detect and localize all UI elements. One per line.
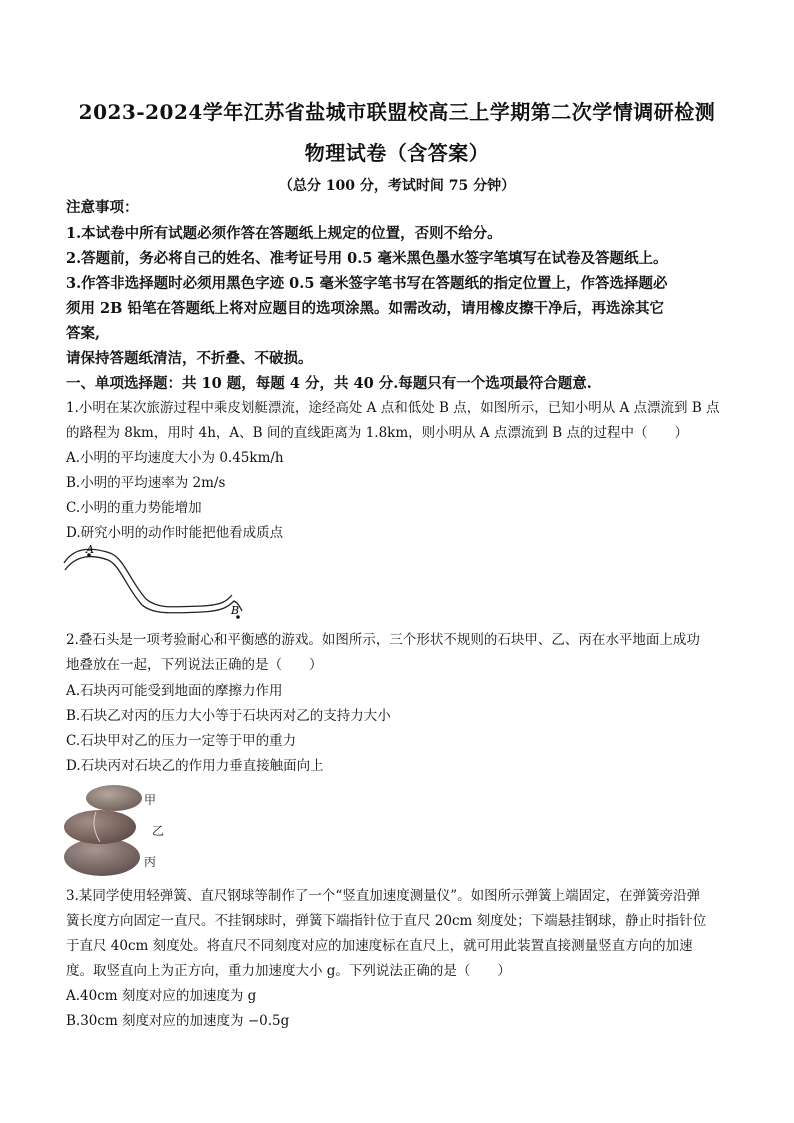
section-heading: 一、单项选择题：共 10 题，每题 4 分，共 40 分.每题只有一个选项最符合题意. (66, 375, 592, 392)
river-bank-upper (64, 549, 232, 607)
question-1-line: 1.小明在某次旅游过程中乘皮划艇漂流，途经高处 A 点和低处 B 点，如图所示，已知小明从 A 点漂流到 B 点 (66, 400, 720, 416)
question-3-option-b: B.30cm 刻度对应的加速度为 −0.5g (66, 1013, 290, 1029)
question-1-option-b: B.小明的平均速率为 2m/s (66, 475, 226, 491)
notes-heading: 注意事项： (66, 199, 139, 216)
note-item: 1.本试卷中所有试题必须作答在答题纸上规定的位置，否则不给分。 (66, 225, 502, 242)
question-2-option-a: A.石块丙可能受到地面的摩擦力作用 (66, 683, 283, 699)
question-3-line: 于直尺 40cm 刻度处。将直尺不同刻度对应的加速度标在直尺上，就可用此装置直接测量竖直方向的加速 (66, 938, 693, 954)
river-path-figure (62, 543, 252, 623)
point-b-label: B (231, 604, 240, 617)
note-item: 3.作答非选择题时必须用黑色字迹 0.5 毫米签字笔书写在答题纸的指定位置上，作答选择题必 (66, 275, 668, 292)
stone-label-yi: 乙 (152, 824, 165, 838)
note-item: 请保持答题纸清洁，不折叠、不破损。 (66, 350, 313, 367)
question-2-line: 地叠放在一起，下列说法正确的是（ ） (66, 657, 323, 673)
question-2-line: 2.叠石头是一项考验耐心和平衡感的游戏。如图所示，三个形状不规则的石块甲、乙、丙在水平地面上成功 (66, 632, 700, 648)
question-2-option-d: D.石块丙对石块乙的作用力垂直接触面向上 (66, 758, 324, 774)
question-1-option-c: C.小明的重力势能增加 (66, 500, 202, 516)
stone-top (86, 785, 142, 811)
stone-middle (64, 810, 136, 844)
stone-label-jia: 甲 (144, 793, 157, 807)
exam-info: （总分 100 分，考试时间 75 分钟） (278, 178, 516, 194)
page-title-line2: 物理试卷（含答案） (304, 141, 490, 165)
note-item: 须用 2B 铅笔在答题纸上将对应题目的选项涂黑。如需改动，请用橡皮擦干净后，再选涂其它 (66, 300, 664, 317)
question-3-option-a: A.40cm 刻度对应的加速度为 g (66, 988, 257, 1004)
question-3-line: 3.某同学使用轻弹簧、直尺钢球等制作了一个“竖直加速度测量仪”。如图所示弹簧上端固定，在弹簧旁沿弹 (66, 888, 701, 904)
page-title-line1: 2023-2024学年江苏省盐城市联盟校高三上学期第二次学情调研检测 (78, 100, 716, 124)
question-3-line: 簧长度方向固定一直尺。不挂钢球时，弹簧下端指针位于直尺 20cm 刻度处；下端悬挂钢球，静止时指针位 (66, 913, 707, 929)
question-1-line: 的路程为 8km，用时 4h，A、B 间的直线距离为 1.8km，则小明从 A 点漂流到 B 点的过程中（ ） (66, 425, 688, 441)
stone-label-bing: 丙 (144, 855, 157, 869)
note-item: 答案, (66, 325, 101, 342)
question-2-option-c: C.石块甲对乙的压力一定等于甲的重力 (66, 733, 297, 749)
question-3-line: 度。取竖直向上为正方向，重力加速度大小 g。下列说法正确的是（ ） (66, 963, 511, 979)
note-item: 2.答题前，务必将自己的姓名、准考证号用 0.5 毫米黑色墨水签字笔填写在试卷及答题纸上。 (66, 250, 668, 267)
question-1-option-a: A.小明的平均速度大小为 0.45km/h (66, 450, 284, 466)
point-a-label: A (86, 543, 94, 556)
question-2-option-b: B.石块乙对丙的压力大小等于石块丙对乙的支持力大小 (66, 708, 391, 724)
stacked-stones-figure (62, 780, 172, 880)
question-1-option-d: D.研究小明的动作时能把他看成质点 (66, 525, 284, 541)
